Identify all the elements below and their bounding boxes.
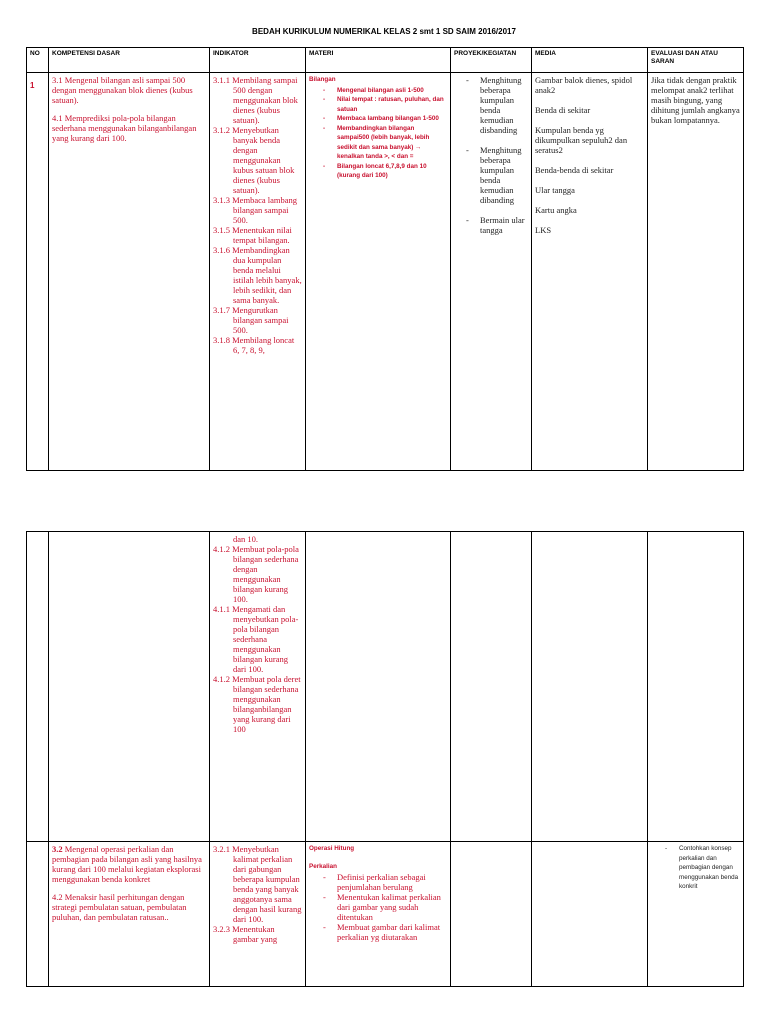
kd-number: 3.2 — [52, 844, 63, 854]
materi-list — [309, 86, 447, 181]
evaluasi-list — [651, 844, 740, 892]
cell-indikator — [210, 73, 306, 471]
proyek-item: - Menghitung beberapa kumpulan benda kemudian dibanding — [454, 145, 528, 205]
kd-item: 4.1 Memprediksi pola-pola bilangan sederhana menggunakan bilanganbilangan yang kurang dari 100. — [52, 113, 197, 143]
indikator-item: 4.1.1 Mengamati dan menyebutkan pola-pola bilangan sederhana menggunakan bilangan kurang dari 100. — [213, 604, 299, 674]
indikator-item: 3.1.1 Membilang sampai 500 dengan menggunakan blok dienes (kubus satuan). — [213, 75, 298, 125]
cell-kompetensi-dasar — [49, 532, 210, 842]
curriculum-table-part-2 — [26, 531, 744, 987]
header-media: MEDIA — [532, 48, 648, 73]
cell-proyek-kegiatan — [451, 532, 532, 842]
indikator-item: 3.1.7 Mengurutkan bilangan sampai 500. — [213, 305, 289, 335]
document-title: BEDAH KURIKULUM NUMERIKAL KELAS 2 smt 1 SD SAIM 2016/2017 — [252, 27, 516, 36]
kd-item — [52, 844, 206, 884]
header-materi: MATERI — [306, 48, 451, 73]
materi-item: - Menentukan kalimat perkalian dari gambar yang sudah ditentukan — [309, 892, 447, 922]
kd-item: 4.2 Menaksir hasil perhitungan dengan strategi pembulatan satuan, pembulatan puluhan, dan pembulatan ratusan.. — [52, 892, 187, 922]
cell-evaluasi — [648, 73, 744, 471]
cell-kompetensi-dasar — [49, 73, 210, 471]
media-item: LKS — [535, 225, 552, 235]
materi-subheading: Perkalian — [309, 862, 338, 870]
cell-proyek-kegiatan — [451, 842, 532, 987]
materi-list — [309, 872, 447, 942]
proyek-list — [454, 75, 528, 235]
table-header-row — [27, 48, 744, 73]
evaluasi-item: - Contohkan konsep perkalian dan pembagian dengan menggunakan benda konkrit — [651, 844, 740, 892]
media-item: Benda-benda di sekitar — [535, 165, 614, 175]
header-kompetensi-dasar: KOMPETENSI DASAR — [49, 48, 210, 73]
cell-materi — [306, 73, 451, 471]
materi-item: - Membaca lambang bilangan 1-500 — [309, 114, 447, 124]
kd-item: 3.1 Mengenal bilangan asli sampai 500 dengan menggunakan blok dienes (kubus satuan). — [52, 75, 193, 105]
cell-no — [27, 73, 49, 471]
materi-item: - Definisi perkalian sebagai penjumlahan berulang — [309, 872, 447, 892]
materi-item: - Membuat gambar dari kalimat perkalian yg diutarakan — [309, 922, 447, 942]
cell-no — [27, 842, 49, 987]
media-item: Ular tangga — [535, 185, 575, 195]
cell-indikator — [210, 532, 306, 842]
materi-item: - Mengenal bilangan asli 1-500 — [309, 86, 447, 96]
header-evaluasi: EVALUASI DAN ATAU SARAN — [648, 48, 744, 73]
cell-no — [27, 532, 49, 842]
materi-item: - Membandingkan bilangan sampai500 (lebih banyak, lebih sedikit dan sama banyak) → kenalkan tanda >, < dan = — [309, 124, 447, 162]
indikator-item: 4.1.2 Membuat pola-pola bilangan sederhana dengan menggunakan bilangan kurang 100. — [213, 544, 299, 604]
materi-item: - Nilai tempat : ratusan, puluhan, dan satuan — [309, 95, 447, 114]
indikator-item: 3.1.3 Membaca lambang bilangan sampai 500. — [213, 195, 298, 225]
media-item: Gambar balok dienes, spidol anak2 — [535, 75, 633, 95]
media-item: Kartu angka — [535, 205, 577, 215]
proyek-item: - Menghitung beberapa kumpulan benda kemudian disbanding — [454, 75, 528, 135]
cell-evaluasi — [648, 532, 744, 842]
row-number: 1 — [30, 81, 35, 90]
media-item: Kumpulan benda yg dikumpulkan sepuluh2 dan seratus2 — [535, 125, 628, 155]
indikator-item: 3.1.2 Menyebutkan banyak benda dengan menggunakan kubus satuan blok dienes (kubus satuan). — [213, 125, 295, 195]
indikator-item: 3.2.3 Menentukan gambar yang — [213, 924, 278, 944]
cell-media — [532, 73, 648, 471]
indikator-item: 3.2.1 Menyebutkan kalimat perkalian dari gabungan beberapa kumpulan benda yang banyak anggotanya sama dengan hasil kurang dari 100. — [213, 844, 302, 924]
cell-kompetensi-dasar — [49, 842, 210, 987]
cell-media — [532, 842, 648, 987]
indikator-item: 3.1.5 Menentukan nilai tempat bilangan. — [213, 225, 292, 245]
cell-proyek-kegiatan — [451, 73, 532, 471]
evaluasi-text: Jika tidak dengan praktik melompat anak2 terlihat masih bingung, yang dihitung jumlah angkanya bukan lompatannya. — [651, 75, 740, 125]
table-row — [27, 73, 744, 471]
cell-materi — [306, 532, 451, 842]
indikator-item: 3.1.6 Membandingkan dua kumpulan benda melalui istilah lebih banyak, lebih sedikit, dan sama banyak. — [213, 245, 302, 305]
cell-media — [532, 532, 648, 842]
materi-heading: Operasi Hitung — [309, 845, 355, 852]
materi-heading: Bilangan — [309, 76, 336, 83]
table-row — [27, 842, 744, 987]
cell-indikator — [210, 842, 306, 987]
header-indikator: INDIKATOR — [210, 48, 306, 73]
cell-evaluasi — [648, 842, 744, 987]
indikator-item: 4.1.2 Membuat pola deret bilangan sederhana menggunakan bilanganbilangan yang kurang dari 100 — [213, 674, 301, 734]
media-item: Benda di sekitar — [535, 105, 591, 115]
cell-materi — [306, 842, 451, 987]
indikator-item: 3.1.8 Membilang loncat 6, 7, 8, 9, — [213, 335, 295, 355]
kd-text: Mengenal operasi perkalian dan pembagian pada bilangan asli yang hasilnya kurang dari 100 melalui kegiatan eksplorasi menggunakan benda konkret — [52, 844, 202, 884]
materi-item: - Bilangan loncat 6,7,8,9 dan 10 (kurang dari 100) — [309, 162, 447, 181]
table-row — [27, 532, 744, 842]
curriculum-table-part-1 — [26, 47, 744, 471]
proyek-item: - Bermain ular tangga — [454, 215, 528, 235]
header-no: NO — [27, 48, 49, 73]
header-proyek-kegiatan: PROYEK/KEGIATAN — [451, 48, 532, 73]
indikator-continuation: dan 10. — [233, 534, 259, 544]
